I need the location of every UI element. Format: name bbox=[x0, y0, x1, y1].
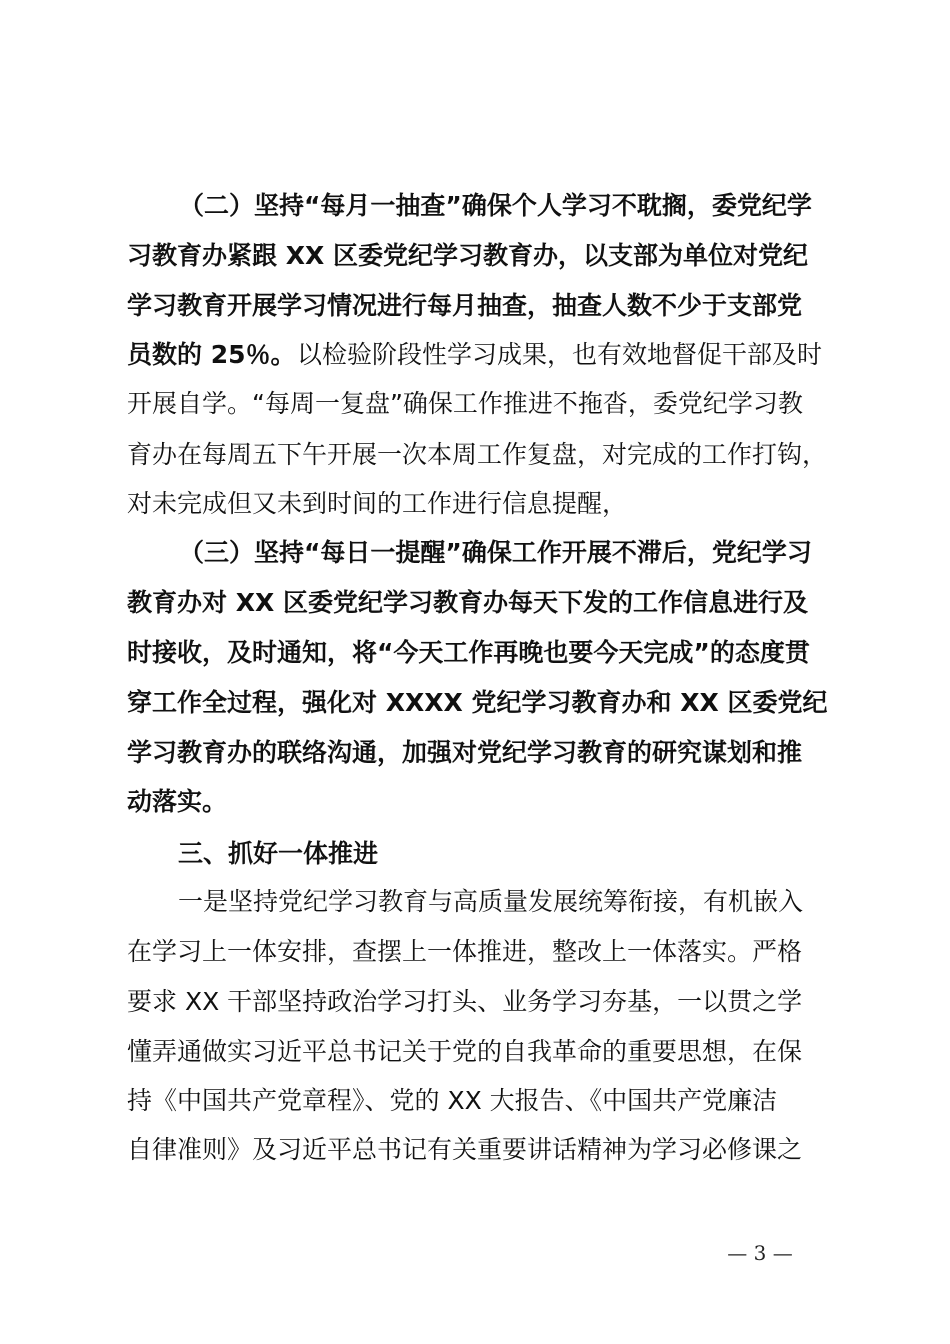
section-2-line-5 bbox=[0, 379, 950, 429]
section-3-line-2 bbox=[0, 578, 950, 628]
paragraph-line-2 bbox=[0, 927, 950, 977]
heading-3-text: 三、抓好一体推进 bbox=[178, 839, 379, 868]
paragraph-line-5 bbox=[0, 1076, 950, 1126]
section-2-line-2 bbox=[0, 231, 950, 281]
section-2-line-3-text: 学习教育开展学习情况进行每月抽查，抽查人数不少于支部党 bbox=[127, 291, 803, 320]
section-3-line-5-text: 学习教育办的联络沟通，加强对党纪学习教育的研究谋划和推 bbox=[127, 738, 803, 767]
section-3-line-5 bbox=[0, 728, 950, 778]
section-2-line-7 bbox=[0, 479, 950, 529]
paragraph-line-1 bbox=[0, 877, 950, 927]
section-3-line-2-text: 教育办对 XX 区委党纪学习教育办每天下发的工作信息进行及 bbox=[127, 588, 808, 617]
heading-3 bbox=[0, 829, 950, 879]
paragraph-line-6-text: 自律准则》及习近平总书记有关重要讲话精神为学习必修课之 bbox=[127, 1135, 803, 1164]
section-3-line-3-text: 时接收，及时通知，将“今天工作再晚也要今天完成”的态度贯 bbox=[127, 638, 810, 667]
section-3-line-3 bbox=[0, 628, 950, 678]
section-2-line-2-text: 习教育办紧跟 XX 区委党纪学习教育办，以支部为单位对党纪 bbox=[127, 241, 808, 270]
section-3-line-1-text: （三）坚持“每日一提醒”确保工作开展不滞后，党纪学习 bbox=[179, 538, 812, 567]
paragraph-line-3 bbox=[0, 977, 950, 1027]
paragraph-line-5-text: 持《中国共产党章程》、党的 XX 大报告、《中国共产党廉洁 bbox=[127, 1086, 778, 1115]
section-3-line-1 bbox=[0, 528, 950, 578]
paragraph-line-6 bbox=[0, 1125, 950, 1175]
section-2-line-1 bbox=[0, 181, 950, 231]
page-number: — 3 — bbox=[727, 1241, 793, 1265]
paragraph-line-4 bbox=[0, 1027, 950, 1077]
section-3-line-6 bbox=[0, 777, 950, 827]
paragraph-line-2-text: 在学习上一体安排，查摆上一体推进，整改上一体落实。严格 bbox=[127, 937, 803, 966]
section-2-line-3 bbox=[0, 281, 950, 331]
section-3-line-4-text: 穿工作全过程，强化对 XXXX 党纪学习教育办和 XX 区委党纪 bbox=[127, 688, 828, 717]
section-3-line-6-text: 动落实。 bbox=[127, 787, 228, 816]
section-2-line-5-text: 开展自学。“每周一复盘”确保工作推进不拖沓，委党纪学习教 bbox=[127, 389, 803, 418]
paragraph-line-1-text: 一是坚持党纪学习教育与高质量发展统筹衔接，有机嵌入 bbox=[178, 887, 804, 916]
section-3-line-4 bbox=[0, 678, 950, 728]
section-2-line-6-text: 育办在每周五下午开展一次本周工作复盘，对完成的工作打钩， bbox=[127, 440, 828, 469]
paragraph-line-4-text: 懂弄通做实习近平总书记关于党的自我革命的重要思想，在保 bbox=[127, 1037, 803, 1066]
paragraph-line-3-text: 要求 XX 干部坚持政治学习打头、业务学习夯基，一以贯之学 bbox=[127, 987, 803, 1016]
section-2-line-1-text: （二）坚持“每月一抽查”确保个人学习不耽搁，委党纪学 bbox=[179, 191, 812, 220]
section-2-line-4-bold-text: 员数的 25％。 bbox=[127, 340, 296, 369]
section-2-line-6 bbox=[0, 430, 950, 480]
section-2-line-4 bbox=[0, 330, 950, 380]
section-2-line-7-text: 对未完成但又未到时间的工作进行信息提醒， bbox=[127, 489, 628, 518]
section-2-line-4-rest-text: 以检验阶段性学习成果，也有效地督促干部及时 bbox=[297, 340, 823, 369]
